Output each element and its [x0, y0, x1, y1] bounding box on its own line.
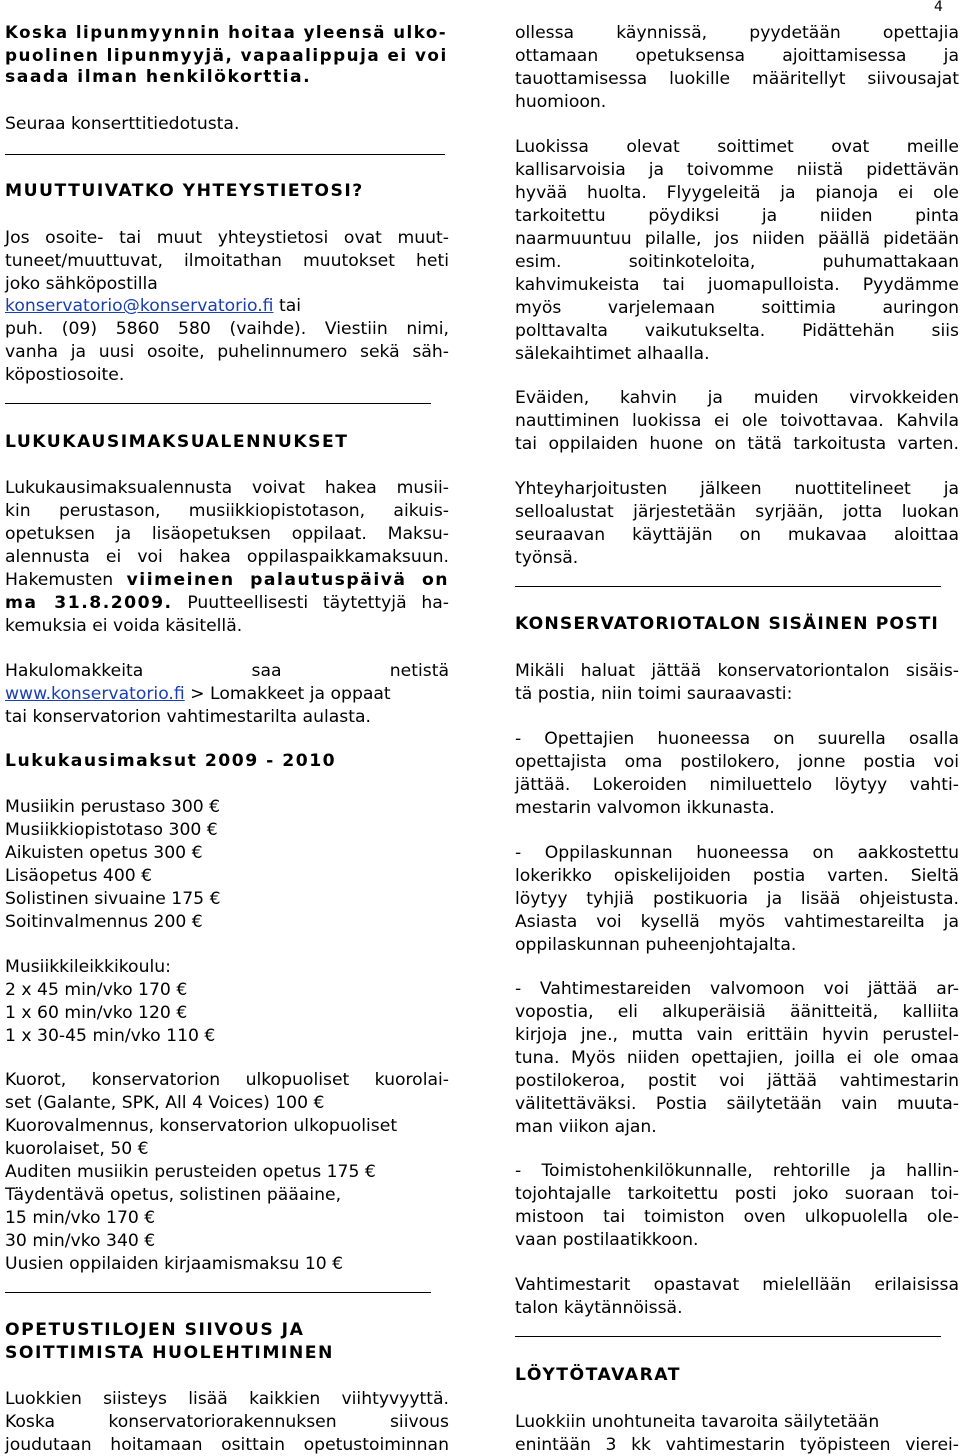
email-after-text: tai	[273, 296, 302, 316]
lost-line: Luokkiin unohtuneita tavaroita säilytetään	[515, 1412, 880, 1432]
other-fee-line: Uusien oppilaiden kirjaamismaksu 10 €	[5, 1254, 344, 1274]
mail-guide-line: Vahtimestarit opastavat mielellään erilaisissa	[515, 1275, 959, 1295]
phone-text-cont: Viestiin nimi,	[324, 319, 449, 339]
discount-heading: LUKUKAUSIMAKSUALENNUKSET	[5, 432, 349, 452]
contact-email-line	[5, 295, 449, 317]
instruments-line: hyvää huolta. Flyygeleitä ja pianoja ei ole	[515, 183, 959, 203]
mail-teachers-line: - Opettajien huoneessa on suurella osalla	[515, 729, 959, 749]
follow-concert-info: Seuraa konserttitiedotusta.	[5, 114, 240, 134]
forms-link-line	[5, 683, 449, 705]
mail-office-line: tojohtajalle tarkoitettu posti joko suoraan toi-	[515, 1184, 959, 1204]
fee-item: Musiikkiopistotaso 300 €	[5, 820, 218, 840]
kids-fee-item: 2 x 45 min/vko 170 €	[5, 980, 188, 1000]
forms-text-line: tai konservatorion vahtimestarilta aulasta.	[5, 707, 371, 727]
cleaning-text-line: joudutaan hoitamaan osittain opetustoiminnan	[5, 1435, 449, 1455]
instruments-line: esim. soitinkoteloita, puhumattakaan	[515, 252, 959, 272]
other-fee-line: Auditen musiikin perusteiden opetus 175 €	[5, 1162, 376, 1182]
mail-students-line: Asiasta voi kysellä myös vahtimestareilta ja	[515, 912, 959, 932]
deadline-after: Puutteellisesti täytettyjä ha-	[172, 593, 450, 613]
snacks-line: tai oppilaiden huone on tätä tarkoitusta varten.	[515, 434, 959, 454]
mail-guide-line: talon käytännöissä.	[515, 1298, 683, 1318]
mail-students-line: oppilaskunnan puheenjohtajalta.	[515, 935, 797, 955]
discount-text-line: kin perustason, musiikkiopistotason, aikuis-	[5, 501, 449, 521]
kids-fee-item: Musiikkileikkikoulu:	[5, 957, 171, 977]
website-link[interactable]	[5, 684, 185, 704]
instruments-line: tarkoitettu pöydiksi ja niiden pinta	[515, 206, 959, 226]
other-fee-line: 15 min/vko 170 €	[5, 1208, 156, 1228]
section-divider	[5, 154, 445, 155]
fee-item: Aikuisten opetus 300 €	[5, 843, 203, 863]
discount-text-line: alennusta ei voi hakea oppilaspaikkamaksuun.	[5, 547, 449, 567]
discount-text-line: Lukukausimaksualennusta voivat hakea musii-	[5, 478, 449, 498]
instruments-line: kahvimukeista tai juomapulloista. Pyydämme	[515, 275, 959, 295]
contact-text-line: vanha ja uusi osoite, puhelinnumero sekä säh-	[5, 342, 449, 362]
rehearsal-line: työnsä.	[515, 548, 579, 568]
contact-phone-line	[5, 318, 449, 340]
mail-students-line: - Oppilaskunnan huoneessa on aakkostettu	[515, 843, 959, 863]
page-number: 4	[934, 0, 943, 15]
other-fee-line: Kuorot, konservatorion ulkopuoliset kuorolai-	[5, 1070, 449, 1090]
kids-fee-item: 1 x 30-45 min/vko 110 €	[5, 1026, 216, 1046]
mail-janitors-line: tuna. Myös niiden opettajien, joilla ei ole omaa	[515, 1048, 959, 1068]
cleaning-cont-line: ollessa käynnissä, pyydetään opettajia	[515, 23, 959, 43]
deadline-date: ma 31.8.2009.	[5, 593, 173, 613]
cleaning-cont-line: huomioon.	[515, 92, 607, 112]
cleaning-cont-line: ottamaan opetuksensa ajoittamisessa ja	[515, 46, 959, 66]
mail-intro-line: tä postia, niin toimi sauraavasti:	[515, 684, 793, 704]
forms-path-text: > Lomakkeet ja oppaat	[184, 684, 391, 704]
rehearsal-line: selloalustat järjestetään syrjään, jotta luokan	[515, 502, 959, 522]
other-fee-line: Täydentävä opetus, solistinen pääaine,	[5, 1185, 342, 1205]
website-link-tld: fi	[173, 684, 185, 704]
other-fee-line: Kuorovalmennus, konservatorion ulkopuoliset	[5, 1116, 398, 1136]
cleaning-text-line: Luokkien siisteys lisää kaikkien viihtyvyyttä.	[5, 1389, 449, 1409]
ticket-paragraph-line: puolinen lipunmyyjä, vapaalippuja ei voi	[5, 45, 448, 65]
mail-office-line: mistoon tai toimiston oven ulkopuolella ole-	[515, 1207, 959, 1227]
instruments-line: sälekaihtimet alhaalla.	[515, 344, 710, 364]
mail-students-line: löytyy tyhjiä postikuoria ja lisää ohjeistusta.	[515, 889, 959, 909]
mail-janitors-line: postilokeroa, postit voi jättää vahtimestarin	[515, 1071, 959, 1091]
fee-item: Solistinen sivuaine 175 €	[5, 889, 221, 909]
email-link[interactable]: konservatorio@konservatorio.fi	[5, 296, 274, 316]
mail-office-line: - Toimistohenkilökunnalle, rehtorille ja hallin-	[515, 1161, 959, 1181]
cleaning-heading-line: OPETUSTILOJEN SIIVOUS JA	[5, 1320, 305, 1340]
deadline-lead: Hakemusten	[5, 570, 127, 590]
other-fee-line: kuorolaiset, 50 €	[5, 1139, 149, 1159]
cleaning-cont-line: tauottamisessa luokille määritellyt siivousajat	[515, 69, 959, 89]
contact-text-line: köpostiosoite.	[5, 365, 125, 385]
ticket-paragraph-line: Koska lipunmyynnin hoitaa yleensä ulko-	[5, 23, 448, 42]
contact-text-line: joko sähköpostilla	[5, 274, 158, 294]
mail-janitors-line: kirjoja jne., mutta vain erittäin hyvin perustel-	[515, 1025, 959, 1045]
contact-heading: MUUTTUIVATKO YHTEYSTIETOSI?	[5, 181, 364, 201]
section-divider	[515, 586, 941, 587]
other-fee-line: set (Galante, SPK, All 4 Voices) 100 €	[5, 1093, 325, 1113]
fees-heading: Lukukausimaksut 2009 - 2010	[5, 751, 337, 771]
mail-janitors-line: vopostia, eli alkuperäisiä äänitteitä, kalliita	[515, 1002, 959, 1022]
mail-intro-line: Mikäli haluat jättää konservatoriontalon sisäis-	[515, 661, 959, 681]
instruments-line: myös varjelemaan soittimia auringon	[515, 298, 959, 318]
discount-text-line: opetuksen ja lisäopetuksen oppilaat. Maksu-	[5, 524, 449, 544]
instruments-line: polttavalta vaikutukselta. Pidättehän siis	[515, 321, 959, 341]
deadline-bold: viimeinen palautuspäivä on	[126, 570, 449, 590]
phone-text: puh. (09) 5860 580 (vaihde).	[5, 319, 325, 339]
fee-item: Musiikin perustaso 300 €	[5, 797, 221, 817]
mail-teachers-line: jättää. Lokeroiden nimiluettelo löytyy vahti-	[515, 775, 959, 795]
kids-fee-item: 1 x 60 min/vko 120 €	[5, 1003, 188, 1023]
fee-item: Soitinvalmennus 200 €	[5, 912, 203, 932]
discount-deadline-date-line	[5, 592, 449, 614]
mail-students-line: lokerikko opiskelijoiden postia varten. Sieltä	[515, 866, 959, 886]
discount-deadline-line	[5, 569, 449, 591]
fee-item: Lisäopetus 400 €	[5, 866, 153, 886]
lost-line: enintään 3 kk vahtimestarin työpisteen vierei-	[515, 1435, 959, 1455]
lost-heading: LÖYTÖTAVARAT	[515, 1365, 682, 1385]
rehearsal-line: Yhteyharjoitusten jälkeen nuottitelineet ja	[515, 479, 959, 499]
mail-teachers-line: opettajista oma postilokero, jonne postia voi	[515, 752, 959, 772]
snacks-line: nauttiminen luokissa ei ole toivottavaa. Kahvila	[515, 411, 959, 431]
mail-heading: KONSERVATORIOTALON SISÄINEN POSTI	[515, 614, 939, 634]
section-divider	[5, 1292, 431, 1293]
cleaning-text-line: Koska konservatoriorakennuksen siivous	[5, 1412, 449, 1432]
rehearsal-line: seuraavan käyttäjän on mukavaa aloittaa	[515, 525, 959, 545]
instruments-line: Luokissa olevat soittimet ovat meille	[515, 137, 959, 157]
section-divider	[5, 403, 431, 404]
mail-janitors-line: välitettäväksi. Postia säilytetään vain muuta-	[515, 1094, 959, 1114]
cleaning-heading-line: SOITTIMISTA HUOLEHTIMINEN	[5, 1343, 334, 1363]
instruments-line: naarmuuntuu pilalle, jos niiden päällä pidetään	[515, 229, 959, 249]
website-link-text: www.konservatorio.	[5, 684, 174, 704]
instruments-line: kallisarvoisia ja toivomme niistä pidettävän	[515, 160, 959, 180]
other-fee-line: 30 min/vko 340 €	[5, 1231, 156, 1251]
snacks-line: Eväiden, kahvin ja muiden virvokkeiden	[515, 388, 959, 408]
mail-teachers-line: mestarin valvomon ikkunasta.	[515, 798, 775, 818]
contact-text-line: tuneet/muuttuvat, ilmoitathan muutokset heti	[5, 251, 449, 271]
mail-janitors-line: - Vahtimestareiden valvomoon voi jättää ar-	[515, 979, 959, 999]
ticket-paragraph-line: saada ilman henkilökorttia.	[5, 67, 312, 87]
mail-office-line: vaan postilaatikkoon.	[515, 1230, 699, 1250]
mail-janitors-line: man viikon ajan.	[515, 1117, 657, 1137]
discount-text-line: kemuksia ei voida käsitellä.	[5, 616, 243, 636]
contact-text-line: Jos osoite- tai muut yhteystietosi ovat muut-	[5, 228, 449, 248]
forms-text-line: Hakulomakkeita saa netistä	[5, 661, 449, 681]
section-divider	[515, 1336, 941, 1337]
